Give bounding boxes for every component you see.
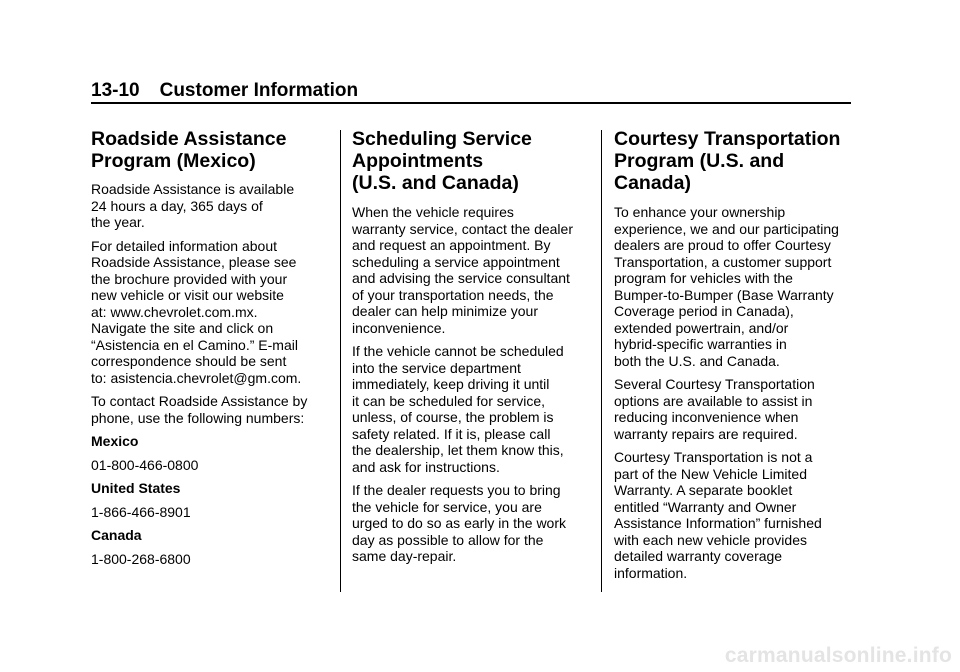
paragraph: For detailed information about Roadside Assistance, please see the brochure provided with your new vehicle or visit our website at: www.chevrolet.com.mx. Navigate the site and click on “Asistencia en el Camino.” E-mail correspondence should be sent to: asistencia.chevrolet@gm.com.	[91, 237, 302, 386]
column-divider	[601, 130, 602, 592]
column-scheduling-service	[352, 128, 592, 572]
paragraph: If the dealer requests you to bring the vehicle for service, you are urged to do so as early in the work day as possible to allow for the same day-repair.	[352, 482, 567, 564]
contact-phone-number: 1-800-268-6800	[91, 550, 191, 567]
paragraph: To contact Roadside Assistance by phone, use the following numbers:	[91, 393, 308, 426]
contact-phone-number: 1-866-466-8901	[91, 503, 191, 520]
contact-country-label: Mexico	[91, 433, 139, 449]
column-courtesy-transportation	[614, 128, 862, 588]
contact-phone-number: 01-800-466-0800	[91, 456, 199, 473]
section-title: Customer Information	[159, 80, 359, 101]
contact-country-label: United States	[91, 480, 181, 496]
paragraph: Several Courtesy Transportation options are available to assist in reducing inconvenience when warranty repairs are required.	[614, 376, 815, 442]
column-roadside-assistance	[91, 128, 327, 574]
page-header	[91, 80, 851, 104]
paragraph: When the vehicle requires warranty service, contact the dealer and request an appointment. By scheduling a service appointment and advising the service consultant of your transportation needs, the dealer can help minimize your inconvenience.	[352, 204, 573, 336]
paragraph: If the vehicle cannot be scheduled into the service department immediately, keep driving it until it can be scheduled for service, unless, of course, the problem is safety related. If it is, please call the dealership, let them know this, and ask for instructions.	[352, 343, 564, 475]
column-divider	[340, 130, 341, 592]
paragraph: Roadside Assistance is available 24 hours a day, 365 days of the year.	[91, 181, 295, 230]
header-text	[91, 80, 358, 102]
heading-roadside-assistance: Roadside Assistance Program (Mexico)	[91, 128, 287, 172]
heading-courtesy-transportation: Courtesy Transportation Program (U.S. and Canada)	[614, 128, 841, 194]
watermark: carmanualsonline.info	[724, 644, 952, 667]
contact-country-label: Canada	[91, 527, 142, 543]
heading-scheduling-service: Scheduling Service Appointments (U.S. and Canada)	[352, 128, 532, 194]
page-number: 13-10	[91, 80, 140, 101]
paragraph: Courtesy Transportation is not a part of the New Vehicle Limited Warranty. A separate booklet entitled “Warranty and Owner Assistance Information” furnished with each new vehicle provides detailed warranty coverage information.	[614, 449, 822, 581]
paragraph: To enhance your ownership experience, we and our participating dealers are proud to offer Courtesy Transportation, a customer support program for vehicles with the Bumper-to-Bumper (Base Warranty Coverage period in Canada), extended powertrain, and/or hybrid-specific warranties in both the U.S. and Canada.	[614, 204, 839, 369]
